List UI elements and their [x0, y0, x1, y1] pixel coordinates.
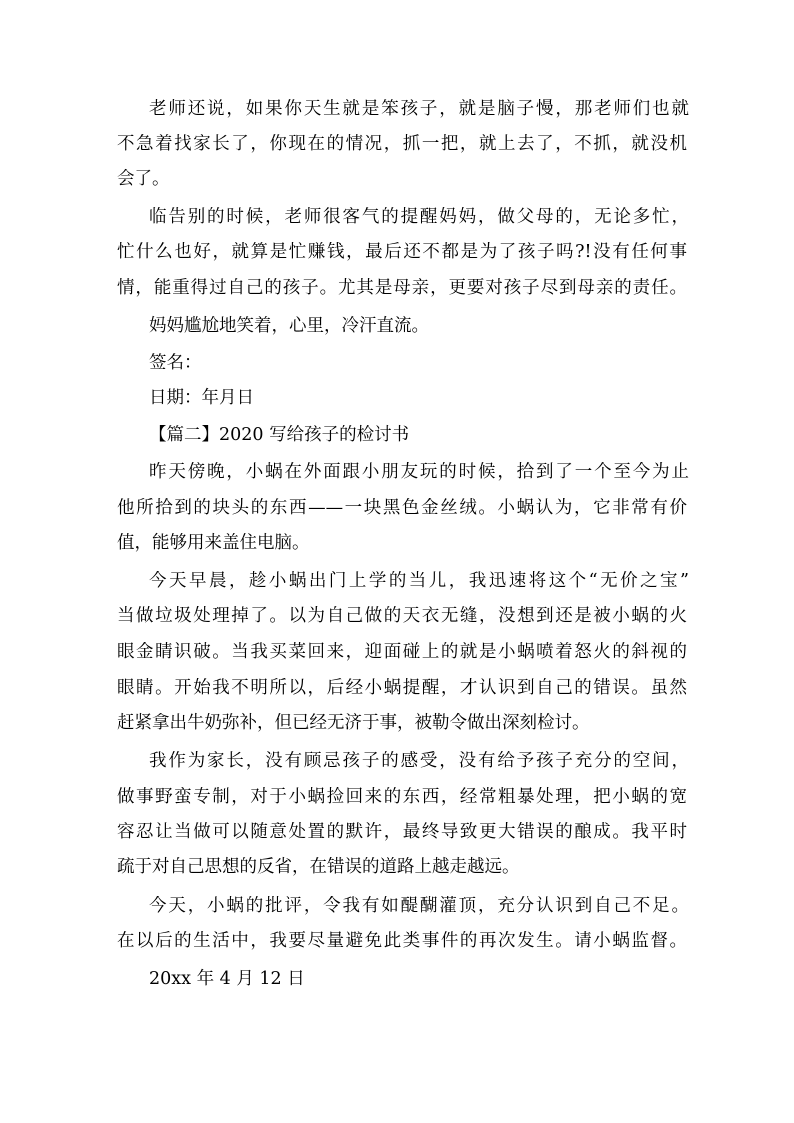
- paragraph-line: 今天早晨，趁小蜗出门上学的当儿，我迅速将这个“无价之宝”: [149, 571, 689, 591]
- paragraph-line: 我作为家长，没有顾忌孩子的感受，没有给予孩子充分的空间，: [149, 751, 689, 771]
- paragraph-line: 昨天傍晚，小蜗在外面跟小朋友玩的时候，拾到了一个至今为止: [149, 462, 689, 482]
- paragraph-line: 值，能够用来盖住电脑。: [117, 533, 310, 553]
- paragraph-line: 今天，小蜗的批评，令我有如醍醐灌顶，充分认识到自己不足。: [149, 896, 689, 916]
- paragraph-line: 容忍让当做可以随意处置的默许，最终导致更大错误的酿成。我平时: [117, 822, 687, 842]
- date-label: 日期：年月日: [149, 388, 254, 408]
- paragraph-line: 妈妈尴尬地笑着，心里，冷汗直流。: [149, 316, 429, 336]
- paragraph-line: 在以后的生活中，我要尽量避免此类事件的再次发生。请小蜗监督。: [117, 931, 687, 951]
- closing-date: 20xx 年 4 月 12 日: [149, 969, 305, 989]
- paragraph-line: 老师还说，如果你天生就是笨孩子，就是脑子慢，那老师们也就: [149, 99, 689, 119]
- paragraph-line: 临告别的时候，老师很客气的提醒妈妈，做父母的，无论多忙，: [149, 207, 689, 227]
- section-heading: 【篇二】2020 写给孩子的检讨书: [149, 425, 410, 445]
- paragraph-line: 情，能重得过自己的孩子。尤其是母亲，更要对孩子尽到母亲的责任。: [117, 278, 687, 298]
- paragraph-line: 忙什么也好，就算是忙赚钱，最后还不都是为了孩子吗?!没有任何事: [117, 242, 687, 262]
- paragraph-line: 他所拾到的块头的东西——一块黑色金丝绒。小蜗认为，它非常有价: [117, 498, 687, 518]
- paragraph-line: 眼睛。开始我不明所以，后经小蜗提醒，才认识到自己的错误。虽然: [117, 678, 687, 698]
- paragraph-line: 做事野蛮专制，对于小蜗捡回来的东西，经常粗暴处理，把小蜗的宽: [117, 787, 687, 807]
- paragraph-line: 不急着找家长了，你现在的情况，抓一把，就上去了，不抓，就没机: [117, 134, 687, 154]
- paragraph-line: 赶紧拿出牛奶弥补，但已经无济于事，被勒令做出深刻检讨。: [117, 713, 590, 733]
- signature-label: 签名：: [149, 353, 202, 373]
- paragraph-line: 会了。: [117, 169, 170, 189]
- paragraph-line: 疏于对自己思想的反省，在错误的道路上越走越远。: [117, 857, 520, 877]
- paragraph-line: 眼金睛识破。当我买菜回来，迎面碰上的就是小蜗喷着怒火的斜视的: [117, 642, 687, 662]
- paragraph-line: 当做垃圾处理掉了。以为自己做的天衣无缝，没想到还是被小蜗的火: [117, 606, 687, 626]
